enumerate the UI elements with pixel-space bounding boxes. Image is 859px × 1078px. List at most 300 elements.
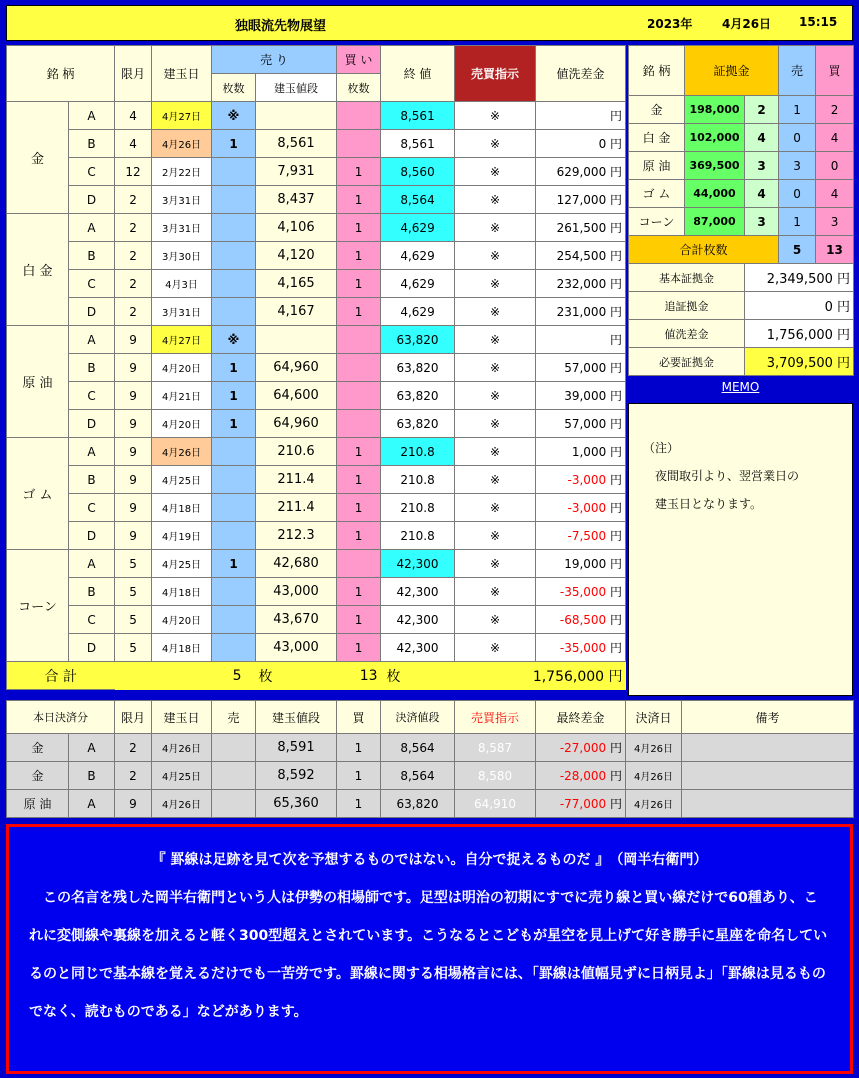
summary-label: 値洗差金: [629, 320, 745, 348]
row-month: 9: [115, 410, 152, 438]
margin-row: [629, 96, 854, 124]
row-instruction: ※: [455, 522, 536, 550]
settle-sell: [212, 762, 256, 790]
settle-instruction: 8,580: [455, 762, 536, 790]
row-instruction: ※: [455, 606, 536, 634]
row-key: B: [69, 242, 115, 270]
row-key: A: [69, 326, 115, 354]
margin-amount: 87,000: [685, 208, 745, 236]
col-tateprice: 建玉値段: [256, 74, 337, 102]
col-owarine: 終 値: [381, 46, 455, 102]
margin-table: [628, 45, 854, 376]
row-diff: 57,000 円: [536, 354, 626, 382]
margin-sell: 1: [779, 96, 816, 124]
page-title: 独眼流先物展望: [235, 19, 327, 34]
row-close: 4,629: [381, 242, 455, 270]
row-instruction: ※: [455, 354, 536, 382]
settlement-row: [7, 734, 854, 762]
settle-price: 8,591: [256, 734, 337, 762]
row-key: B: [69, 354, 115, 382]
row-sell-count: 1: [212, 130, 256, 158]
col-genget: 限月: [115, 46, 152, 102]
settle-col-shiji: 売買指示: [455, 701, 536, 734]
row-diff: 19,000 円: [536, 550, 626, 578]
row-month: 9: [115, 522, 152, 550]
row-key: A: [69, 550, 115, 578]
row-instruction: ※: [455, 214, 536, 242]
total-mai1: 枚: [258, 668, 273, 685]
summary-row: [629, 348, 854, 376]
position-row: [7, 606, 626, 634]
settle-final: -27,000 円: [536, 734, 626, 762]
row-close: 42,300: [381, 634, 455, 662]
row-sell-count: 1: [212, 550, 256, 578]
row-key: D: [69, 634, 115, 662]
row-sell-count: [212, 242, 256, 270]
quote-body: この名言を残した岡半右衛門という人は伊勢の相場師です。足型は明治の初期にすでに売り線と買い線だけで60種あり、これに変側線や裏線を加えると軽く300型超えとされています。こうなるとこどもが星空を見上げて好き勝手に星座を命名しているのと同じで基本線を覚えるだけでも一苦労です。罫線に関する相場格言には、「罫線は値幅見ずに日柄見よ」「罫線は見るものでなく、読むものである」などがあります。: [29, 890, 828, 1020]
settle-name: 金: [7, 762, 69, 790]
row-buy-count: 1: [337, 438, 381, 466]
position-row: [7, 550, 626, 578]
settle-instruction: 64,910: [455, 790, 536, 818]
row-sell-count: 1: [212, 354, 256, 382]
row-tate-price: 211.4: [256, 494, 337, 522]
row-buy-count: 1: [337, 466, 381, 494]
summary-value: 0 円: [745, 292, 854, 320]
settle-final: -28,000 円: [536, 762, 626, 790]
position-row: [7, 242, 626, 270]
row-buy-count: 1: [337, 242, 381, 270]
col-uri: 売 り: [212, 46, 337, 74]
position-row: [7, 634, 626, 662]
row-tate-date: 4月27日: [152, 326, 212, 354]
position-row: [7, 298, 626, 326]
group-name: ゴ ム: [7, 438, 69, 550]
row-tate-price: 42,680: [256, 550, 337, 578]
row-diff: -35,000 円: [536, 578, 626, 606]
side-total-buy: 13: [816, 236, 854, 264]
row-close: 8,561: [381, 102, 455, 130]
settle-key: B: [69, 762, 115, 790]
row-buy-count: 1: [337, 214, 381, 242]
row-diff: -7,500 円: [536, 522, 626, 550]
row-tate-date: 3月30日: [152, 242, 212, 270]
row-diff: 629,000 円: [536, 158, 626, 186]
margin-buy: 3: [816, 208, 854, 236]
margin-row: [629, 124, 854, 152]
row-month: 4: [115, 130, 152, 158]
side-total-sell: 5: [779, 236, 816, 264]
memo-box: [628, 403, 853, 696]
position-row: [7, 214, 626, 242]
row-tate-date: 4月18日: [152, 634, 212, 662]
row-close: 63,820: [381, 410, 455, 438]
margin-sell: 0: [779, 124, 816, 152]
row-tate-date: 4月3日: [152, 270, 212, 298]
settle-tate-date: 4月25日: [152, 762, 212, 790]
settle-sell: [212, 790, 256, 818]
row-tate-price: 4,106: [256, 214, 337, 242]
row-tate-date: 4月26日: [152, 438, 212, 466]
settlement-table: [6, 700, 854, 818]
row-sell-count: [212, 214, 256, 242]
settle-note: [682, 734, 854, 762]
summary-label: 必要証拠金: [629, 348, 745, 376]
row-instruction: ※: [455, 578, 536, 606]
settle-col-settleday: 決済日: [626, 701, 682, 734]
row-buy-count: 1: [337, 578, 381, 606]
row-key: D: [69, 298, 115, 326]
col-shiji: 売買指示: [455, 46, 536, 102]
row-instruction: ※: [455, 494, 536, 522]
row-key: D: [69, 186, 115, 214]
margin-amount: 369,500: [685, 152, 745, 180]
row-close: 42,300: [381, 550, 455, 578]
settle-col-settleprice: 決済値段: [381, 701, 455, 734]
row-tate-price: 43,000: [256, 634, 337, 662]
row-diff: -3,000 円: [536, 466, 626, 494]
row-diff: -68,500 円: [536, 606, 626, 634]
total-sell: 5: [232, 667, 242, 684]
header-year: 2023年: [647, 17, 693, 31]
row-buy-count: [337, 354, 381, 382]
row-close: 63,820: [381, 326, 455, 354]
margin-row: [629, 208, 854, 236]
settle-buy: 1: [337, 790, 381, 818]
settle-col-uri: 売: [212, 701, 256, 734]
row-tate-date: 4月25日: [152, 550, 212, 578]
settlement-row: [7, 762, 854, 790]
margin-name: 白 金: [629, 124, 685, 152]
margin-amount: 102,000: [685, 124, 745, 152]
row-tate-price: 211.4: [256, 466, 337, 494]
margin-amount: 198,000: [685, 96, 745, 124]
margin-buy: 2: [816, 96, 854, 124]
row-key: C: [69, 494, 115, 522]
row-close: 210.8: [381, 466, 455, 494]
row-close: 4,629: [381, 270, 455, 298]
row-diff: 127,000 円: [536, 186, 626, 214]
row-buy-count: 1: [337, 522, 381, 550]
total-label: 合 計: [7, 662, 115, 690]
group-name: 白 金: [7, 214, 69, 326]
settle-month: 9: [115, 790, 152, 818]
quote-box: [6, 824, 853, 1074]
margin-name: コーン: [629, 208, 685, 236]
memo-line-1: （注）: [643, 441, 680, 455]
row-buy-count: [337, 382, 381, 410]
row-buy-count: 1: [337, 634, 381, 662]
row-buy-count: [337, 102, 381, 130]
row-tate-price: [256, 102, 337, 130]
side-col-shokokin: 証拠金: [685, 46, 779, 96]
row-instruction: ※: [455, 382, 536, 410]
row-key: D: [69, 522, 115, 550]
row-key: B: [69, 466, 115, 494]
row-month: 9: [115, 354, 152, 382]
row-tate-date: 3月31日: [152, 214, 212, 242]
margin-name: 原 油: [629, 152, 685, 180]
side-col-uri: 売: [779, 46, 816, 96]
row-tate-price: 64,600: [256, 382, 337, 410]
side-col-kai: 買: [816, 46, 854, 96]
row-tate-date: 2月22日: [152, 158, 212, 186]
row-sell-count: ※: [212, 326, 256, 354]
row-month: 5: [115, 578, 152, 606]
settle-col-tateprice: 建玉値段: [256, 701, 337, 734]
row-buy-count: 1: [337, 298, 381, 326]
row-key: A: [69, 102, 115, 130]
margin-buy: 4: [816, 180, 854, 208]
row-instruction: ※: [455, 550, 536, 578]
summary-row: [629, 320, 854, 348]
settle-settle-price: 8,564: [381, 734, 455, 762]
group-name: コーン: [7, 550, 69, 662]
summary-row: [629, 292, 854, 320]
settle-instruction: 8,587: [455, 734, 536, 762]
row-month: 5: [115, 606, 152, 634]
margin-sell: 3: [779, 152, 816, 180]
settle-price: 65,360: [256, 790, 337, 818]
row-tate-price: 43,670: [256, 606, 337, 634]
margin-row: [629, 152, 854, 180]
group-name: 原 油: [7, 326, 69, 438]
settle-date: 4月26日: [626, 762, 682, 790]
row-tate-date: 4月21日: [152, 382, 212, 410]
row-tate-price: 7,931: [256, 158, 337, 186]
header-bar: [6, 5, 853, 41]
row-tate-date: 4月25日: [152, 466, 212, 494]
row-diff: 1,000 円: [536, 438, 626, 466]
settle-final: -77,000 円: [536, 790, 626, 818]
row-tate-date: 4月20日: [152, 354, 212, 382]
row-sell-count: 1: [212, 410, 256, 438]
row-key: A: [69, 438, 115, 466]
row-sell-count: [212, 438, 256, 466]
row-sell-count: [212, 270, 256, 298]
position-row: [7, 410, 626, 438]
row-key: C: [69, 158, 115, 186]
row-close: 63,820: [381, 382, 455, 410]
row-sell-count: [212, 494, 256, 522]
position-row: [7, 270, 626, 298]
position-row: [7, 382, 626, 410]
row-month: 9: [115, 466, 152, 494]
settle-col-genget: 限月: [115, 701, 152, 734]
row-key: C: [69, 382, 115, 410]
margin-amount: 44,000: [685, 180, 745, 208]
row-tate-date: 4月20日: [152, 606, 212, 634]
row-close: 8,564: [381, 186, 455, 214]
row-close: 8,561: [381, 130, 455, 158]
side-col-meigara: 銘 柄: [629, 46, 685, 96]
margin-row: [629, 180, 854, 208]
settle-buy: 1: [337, 734, 381, 762]
row-instruction: ※: [455, 270, 536, 298]
margin-sell: 0: [779, 180, 816, 208]
margin-name: ゴ ム: [629, 180, 685, 208]
row-tate-date: 4月18日: [152, 494, 212, 522]
row-instruction: ※: [455, 298, 536, 326]
row-tate-price: 4,167: [256, 298, 337, 326]
row-tate-date: 4月18日: [152, 578, 212, 606]
col-tateday: 建玉日: [152, 46, 212, 102]
settle-col-tateday: 建玉日: [152, 701, 212, 734]
position-row: [7, 102, 626, 130]
row-month: 9: [115, 326, 152, 354]
position-row: [7, 158, 626, 186]
summary-value: 3,709,500 円: [745, 348, 854, 376]
row-buy-count: [337, 410, 381, 438]
settle-price: 8,592: [256, 762, 337, 790]
position-row: [7, 354, 626, 382]
row-tate-price: 8,437: [256, 186, 337, 214]
margin-count: 4: [745, 124, 779, 152]
row-close: 42,300: [381, 606, 455, 634]
row-close: 210.8: [381, 494, 455, 522]
total-mai2: 枚: [386, 668, 401, 685]
position-row: [7, 494, 626, 522]
memo-line-2: 夜間取引より、翌営業日の: [643, 469, 800, 483]
total-diff: 1,756,000 円: [532, 668, 623, 685]
total-buy: 13: [359, 667, 378, 684]
settle-col-final: 最終差金: [536, 701, 626, 734]
row-diff: 231,000 円: [536, 298, 626, 326]
row-sell-count: [212, 158, 256, 186]
row-close: 210.8: [381, 522, 455, 550]
row-buy-count: [337, 130, 381, 158]
row-sell-count: [212, 522, 256, 550]
row-tate-date: 3月31日: [152, 298, 212, 326]
position-row: [7, 326, 626, 354]
row-diff: 39,000 円: [536, 382, 626, 410]
settle-buy: 1: [337, 762, 381, 790]
row-instruction: ※: [455, 130, 536, 158]
row-month: 4: [115, 102, 152, 130]
col-meigara: 銘 柄: [7, 46, 115, 102]
position-row: [7, 522, 626, 550]
row-diff: -3,000 円: [536, 494, 626, 522]
row-sell-count: 1: [212, 382, 256, 410]
settle-col-kai: 買: [337, 701, 381, 734]
row-key: D: [69, 410, 115, 438]
row-close: 4,629: [381, 298, 455, 326]
row-diff: 232,000 円: [536, 270, 626, 298]
row-month: 5: [115, 550, 152, 578]
row-month: 2: [115, 186, 152, 214]
row-instruction: ※: [455, 242, 536, 270]
row-key: B: [69, 578, 115, 606]
row-tate-price: 64,960: [256, 354, 337, 382]
settle-name: 金: [7, 734, 69, 762]
col-kai: 買 い: [337, 46, 381, 74]
margin-buy: 0: [816, 152, 854, 180]
row-instruction: ※: [455, 438, 536, 466]
group-name: 金: [7, 102, 69, 214]
row-tate-date: 4月27日: [152, 102, 212, 130]
row-sell-count: [212, 298, 256, 326]
row-month: 2: [115, 298, 152, 326]
row-sell-count: ※: [212, 102, 256, 130]
row-instruction: ※: [455, 186, 536, 214]
row-tate-date: 4月19日: [152, 522, 212, 550]
row-tate-price: 4,120: [256, 242, 337, 270]
margin-sell: 1: [779, 208, 816, 236]
summary-value: 1,756,000 円: [745, 320, 854, 348]
settle-col-label: 本日決済分: [7, 701, 115, 734]
settle-tate-date: 4月26日: [152, 734, 212, 762]
row-key: A: [69, 214, 115, 242]
row-instruction: ※: [455, 158, 536, 186]
memo-link[interactable]: MEMO: [721, 380, 760, 394]
position-row: [7, 438, 626, 466]
row-tate-price: 43,000: [256, 578, 337, 606]
summary-row: [629, 264, 854, 292]
row-key: C: [69, 270, 115, 298]
row-tate-price: 8,561: [256, 130, 337, 158]
settle-note: [682, 790, 854, 818]
settle-note: [682, 762, 854, 790]
row-month: 5: [115, 634, 152, 662]
row-buy-count: [337, 326, 381, 354]
row-month: 2: [115, 270, 152, 298]
settlement-row: [7, 790, 854, 818]
summary-label: 追証拠金: [629, 292, 745, 320]
row-tate-price: [256, 326, 337, 354]
row-tate-price: 210.6: [256, 438, 337, 466]
row-instruction: ※: [455, 326, 536, 354]
row-sell-count: [212, 578, 256, 606]
header-time: 15:15: [799, 15, 838, 29]
settle-sell: [212, 734, 256, 762]
margin-count: 3: [745, 152, 779, 180]
position-row: [7, 578, 626, 606]
quote-title: 『 罫線は足跡を見て次を予想するものではない。自分で捉えるものだ 』 （岡半右衛門）: [151, 852, 708, 868]
summary-value: 2,349,500 円: [745, 264, 854, 292]
row-diff: 円: [536, 102, 626, 130]
row-month: 9: [115, 438, 152, 466]
row-month: 2: [115, 242, 152, 270]
row-tate-price: 212.3: [256, 522, 337, 550]
row-buy-count: 1: [337, 606, 381, 634]
side-total-label: 合計枚数: [629, 236, 779, 264]
col-buy-maisu: 枚数: [337, 74, 381, 102]
settle-month: 2: [115, 734, 152, 762]
settle-key: A: [69, 790, 115, 818]
row-diff: 円: [536, 326, 626, 354]
row-instruction: ※: [455, 634, 536, 662]
row-buy-count: 1: [337, 270, 381, 298]
row-month: 9: [115, 382, 152, 410]
row-diff: 254,500 円: [536, 242, 626, 270]
row-diff: -35,000 円: [536, 634, 626, 662]
row-key: C: [69, 606, 115, 634]
settle-date: 4月26日: [626, 790, 682, 818]
row-sell-count: [212, 634, 256, 662]
row-tate-date: 3月31日: [152, 186, 212, 214]
margin-buy: 4: [816, 124, 854, 152]
settle-tate-date: 4月26日: [152, 790, 212, 818]
row-close: 63,820: [381, 354, 455, 382]
row-close: 8,560: [381, 158, 455, 186]
row-close: 210.8: [381, 438, 455, 466]
row-buy-count: [337, 550, 381, 578]
margin-name: 金: [629, 96, 685, 124]
row-instruction: ※: [455, 410, 536, 438]
row-tate-price: 64,960: [256, 410, 337, 438]
settle-settle-price: 63,820: [381, 790, 455, 818]
position-row: [7, 466, 626, 494]
